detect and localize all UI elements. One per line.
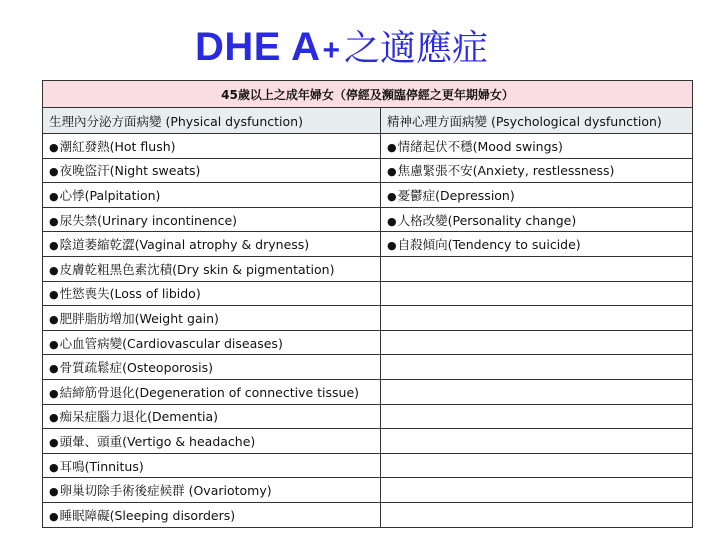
psychological-cell — [381, 330, 693, 355]
bullet-icon — [49, 336, 60, 351]
table-row — [43, 232, 693, 257]
psychological-cell — [381, 207, 693, 232]
psychological-item: 憂鬱症(Depression) — [397, 187, 515, 203]
physical-item: 心悸(Palpitation) — [59, 187, 161, 203]
bullet-icon — [49, 213, 60, 228]
psychological-item: 自殺傾向(Tendency to suicide) — [397, 237, 581, 253]
physical-cell — [43, 379, 381, 404]
bullet-icon — [49, 286, 60, 301]
psychological-cell — [381, 502, 693, 527]
bullet-icon — [49, 360, 60, 375]
bullet-icon — [49, 237, 60, 252]
table-row — [43, 429, 693, 454]
psychological-cell — [381, 429, 693, 454]
bullet-icon — [49, 163, 60, 178]
physical-item: 睡眠障礙(Sleeping disorders) — [59, 507, 236, 523]
title-latin: DHE A — [195, 25, 321, 69]
table-row — [43, 158, 693, 183]
psychological-item: 焦慮緊張不安(Anxiety, restlessness) — [397, 163, 615, 179]
column-header-psychological: 精神心理方面病變 (Psychological dysfunction) — [381, 108, 693, 134]
column-header-physical: 生理內分泌方面病變 (Physical dysfunction) — [43, 108, 381, 134]
table-row — [43, 355, 693, 380]
physical-cell — [43, 207, 381, 232]
physical-item: 性慾喪失(Loss of libido) — [59, 286, 201, 302]
physical-item: 頭暈、頭重(Vertigo & headache) — [59, 433, 256, 449]
table-row — [43, 134, 693, 159]
psychological-cell — [381, 379, 693, 404]
psychological-cell — [381, 306, 693, 331]
physical-item: 夜晚盜汗(Night sweats) — [59, 163, 201, 179]
physical-item: 陰道萎縮乾澀(Vaginal atrophy & dryness) — [59, 237, 310, 253]
physical-cell — [43, 232, 381, 257]
physical-cell — [43, 281, 381, 306]
table-row — [43, 453, 693, 478]
bullet-icon — [387, 163, 398, 178]
bullet-icon — [49, 385, 60, 400]
physical-item: 肥胖脂肪增加(Weight gain) — [59, 310, 219, 326]
psychological-cell — [381, 355, 693, 380]
bullet-icon — [49, 139, 60, 154]
physical-cell — [43, 256, 381, 281]
physical-cell — [43, 134, 381, 159]
table-row — [43, 330, 693, 355]
psychological-item: 情緒起伏不穩(Mood swings) — [397, 138, 563, 154]
physical-cell — [43, 183, 381, 208]
table-row — [43, 281, 693, 306]
title-plus: + — [322, 34, 340, 67]
bullet-icon — [49, 311, 60, 326]
bullet-icon — [49, 508, 60, 523]
column-header-row — [43, 108, 693, 134]
psychological-cell — [381, 158, 693, 183]
table-header: 45歲以上之成年婦女（停經及瀕臨停經之更年期婦女） — [43, 81, 693, 108]
indications-table — [42, 80, 693, 528]
bullet-icon — [387, 188, 398, 203]
psychological-cell — [381, 281, 693, 306]
bullet-icon — [49, 483, 60, 498]
psychological-cell — [381, 453, 693, 478]
physical-cell — [43, 404, 381, 429]
table-row — [43, 207, 693, 232]
physical-item: 結締筋骨退化(Degeneration of connective tissue) — [59, 384, 360, 400]
bullet-icon — [49, 459, 60, 474]
table-row — [43, 404, 693, 429]
bullet-icon — [387, 237, 398, 252]
bullet-icon — [49, 188, 60, 203]
physical-cell — [43, 429, 381, 454]
physical-cell — [43, 502, 381, 527]
psychological-item: 人格改變(Personality change) — [397, 212, 577, 228]
physical-cell — [43, 355, 381, 380]
physical-item: 皮膚乾粗黑色素沈積(Dry skin & pigmentation) — [59, 261, 335, 277]
table-row — [43, 502, 693, 527]
physical-item: 潮紅發熱(Hot flush) — [59, 138, 176, 154]
title-cjk: 之適應症 — [344, 28, 489, 69]
psychological-cell — [381, 404, 693, 429]
physical-cell — [43, 478, 381, 503]
psychological-cell — [381, 183, 693, 208]
physical-cell — [43, 330, 381, 355]
physical-cell — [43, 306, 381, 331]
table-header-row — [43, 81, 693, 108]
psychological-cell — [381, 478, 693, 503]
psychological-cell — [381, 232, 693, 257]
physical-item: 骨質疏鬆症(Osteoporosis) — [59, 360, 214, 376]
bullet-icon — [49, 434, 60, 449]
bullet-icon — [49, 262, 60, 277]
table-row — [43, 478, 693, 503]
physical-item: 痴呆症腦力退化(Dementia) — [59, 409, 219, 425]
table-row — [43, 379, 693, 404]
physical-item: 尿失禁(Urinary incontinence) — [59, 212, 238, 228]
page-title — [195, 20, 488, 71]
psychological-cell — [381, 134, 693, 159]
bullet-icon — [387, 213, 398, 228]
physical-item: 卵巢切除手術後症候群 (Ovariotomy) — [59, 483, 272, 499]
physical-cell — [43, 158, 381, 183]
physical-cell — [43, 453, 381, 478]
physical-item: 心血管病變(Cardiovascular diseases) — [59, 335, 283, 351]
physical-item: 耳鳴(Tinnitus) — [59, 458, 144, 474]
table-row — [43, 306, 693, 331]
bullet-icon — [387, 139, 398, 154]
table-row — [43, 183, 693, 208]
bullet-icon — [49, 409, 60, 424]
table-row — [43, 256, 693, 281]
psychological-cell — [381, 256, 693, 281]
